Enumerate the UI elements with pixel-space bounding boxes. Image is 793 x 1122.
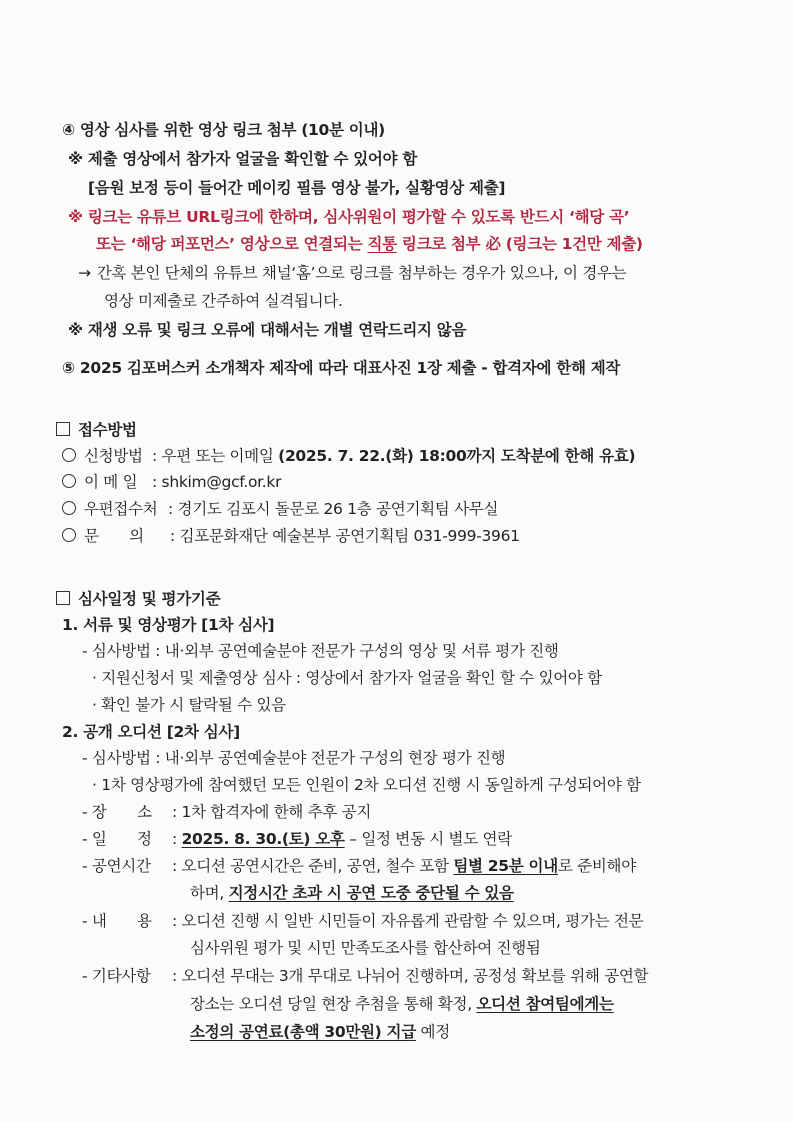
stage2-etc <box>82 965 648 987</box>
stage2-etc-cont2 <box>190 1021 450 1043</box>
date-colon: : <box>172 830 182 848</box>
etc-label: - 기타사항 <box>82 967 151 985</box>
stage2-time-cont <box>190 882 514 904</box>
time-text: : 오디션 공연시간은 준비, 공연, 철수 포함 <box>172 857 454 875</box>
content-text: : 오디션 진행 시 일반 시민들이 자유롭게 관람할 수 있으며, 평가는 전문 <box>172 912 644 930</box>
time-limit: 팀별 25분 이내 <box>453 857 558 875</box>
stage2-content-cont: 심사위원 평가 및 시민 만족도조사를 합산하여 진행됨 <box>190 939 541 957</box>
stage2-method: - 심사방법 : 내·외부 공연예술분야 전문가 구성의 현장 평가 진행 <box>82 749 506 767</box>
apply-heading <box>56 419 137 441</box>
section5-title: ⑤ 2025 김포버스커 소개책자 제작에 따라 대표사진 1장 제출 - 합격자에 한해 제작 <box>62 359 621 377</box>
performance-fee: 소정의 공연료(총액 30만원) 지급 <box>190 1023 416 1041</box>
date-note: – 일정 변동 시 별도 연락 <box>344 830 512 848</box>
section4-note2a: ※ 링크는 유튜브 URL링크에 한하며, 심사위원이 평가할 수 있도록 반드시 ‘해당 곡’ <box>68 208 630 226</box>
row-value: : 김포문화재단 예술본부 공연기획팀 031-999-3961 <box>170 527 520 545</box>
checkbox-square-icon <box>56 591 70 605</box>
apply-heading-text: 접수방법 <box>78 421 137 439</box>
stage2-sub1: · 1차 영상평가에 참여했던 모든 인원이 2차 오디션 진행 시 동일하게 구성되어야 함 <box>92 776 641 794</box>
stage2-title: 2. 공개 오디션 [2차 심사] <box>62 723 240 741</box>
stage2-etc-cont <box>190 993 614 1015</box>
etc-underlined: 오디션 참여팀에게는 <box>476 995 614 1013</box>
content-label: - 내 용 <box>82 912 152 930</box>
apply-row-contact <box>62 525 520 547</box>
row-value-bold: (2025. 7. 22.(화) 18:00까지 도착분에 한해 유효) <box>278 447 636 465</box>
etc-cont-text: 장소는 오디션 당일 현장 추첨을 통해 확정, <box>190 995 477 1013</box>
row-label: 신청방법 <box>84 447 143 465</box>
review-heading-text: 심사일정 및 평가기준 <box>78 590 221 608</box>
section4-arrow-note-cont: 영상 미제출로 간주하여 실격됩니다. <box>104 292 343 310</box>
stage2-date <box>82 828 512 850</box>
date-label: - 일 정 <box>82 830 152 848</box>
time-cont-text: 하며, <box>190 884 229 902</box>
circle-bullet-icon <box>62 448 76 462</box>
section4-note3: ※ 재생 오류 및 링크 오류에 대해서는 개별 연락드리지 않음 <box>68 321 467 339</box>
circle-bullet-icon <box>62 474 76 488</box>
note2b-text: 또는 ‘해당 퍼포먼스’ 영상으로 연결되는 <box>96 235 368 253</box>
email-value: : shkim@gcf.or.kr <box>152 473 282 491</box>
row-value: : 우편 또는 이메일 <box>152 447 279 465</box>
apply-row-method <box>62 445 635 467</box>
time-warning: 지정시간 초과 시 공연 도중 중단될 수 있음 <box>228 884 514 902</box>
audition-date: 2025. 8. 30.(토) 오후 <box>181 830 345 848</box>
section4-note1b: [음원 보정 등이 들어간 메이킹 필름 영상 불가, 실황영상 제출] <box>88 179 506 197</box>
stage1-title: 1. 서류 및 영상평가 [1차 심사] <box>62 616 275 634</box>
section4-title: ④ 영상 심사를 위한 영상 링크 첨부 (10분 이내) <box>62 121 385 139</box>
stage1-sub2: · 확인 불가 시 탈락될 수 있음 <box>92 696 286 714</box>
apply-row-email <box>62 471 281 493</box>
stage2-place <box>82 801 371 823</box>
apply-row-post <box>62 498 498 520</box>
row-label: 이 메 일 <box>84 473 138 491</box>
etc-text: : 오디션 무대는 3개 무대로 나뉘어 진행하며, 공정성 확보를 위해 공연할 <box>172 967 649 985</box>
place-label: - 장 소 <box>82 803 152 821</box>
etc-end-text: 예정 <box>415 1023 450 1041</box>
checkbox-square-icon <box>56 422 70 436</box>
row-label: 우편접수처 <box>84 500 158 518</box>
circle-bullet-icon <box>62 528 76 542</box>
circle-bullet-icon <box>62 501 76 515</box>
section4-note1: ※ 제출 영상에서 참가자 얼굴을 확인할 수 있어야 함 <box>68 150 418 168</box>
row-value: : 경기도 김포시 돌문로 26 1층 공연기획팀 사무실 <box>168 500 499 518</box>
place-value: : 1차 합격자에 한해 추후 공지 <box>172 803 372 821</box>
time-text-end: 로 준비해야 <box>557 857 636 875</box>
stage2-content <box>82 910 643 932</box>
stage2-time <box>82 855 636 877</box>
row-label: 문 의 <box>84 527 144 545</box>
arrow-right-icon: → <box>78 264 91 282</box>
arrow-note-text: 간혹 본인 단체의 유튜브 채널‘홈’으로 링크를 첨부하는 경우가 있으나, 이 경우는 <box>96 264 627 282</box>
section4-arrow-note <box>78 262 626 284</box>
note2b-text-end: 링크로 첨부 必 (링크는 1건만 제출) <box>396 235 643 253</box>
stage1-method: - 심사방법 : 내·외부 공연예술분야 전문가 구성의 영상 및 서류 평가 진행 <box>82 642 559 660</box>
note2b-underlined: 직통 <box>367 235 397 253</box>
review-heading <box>56 588 220 610</box>
stage1-sub1: · 지원신청서 및 제출영상 심사 : 영상에서 참가자 얼굴을 확인 할 수 있어야 함 <box>92 669 602 687</box>
time-label: - 공연시간 <box>82 857 151 875</box>
section4-note2b <box>96 233 643 255</box>
